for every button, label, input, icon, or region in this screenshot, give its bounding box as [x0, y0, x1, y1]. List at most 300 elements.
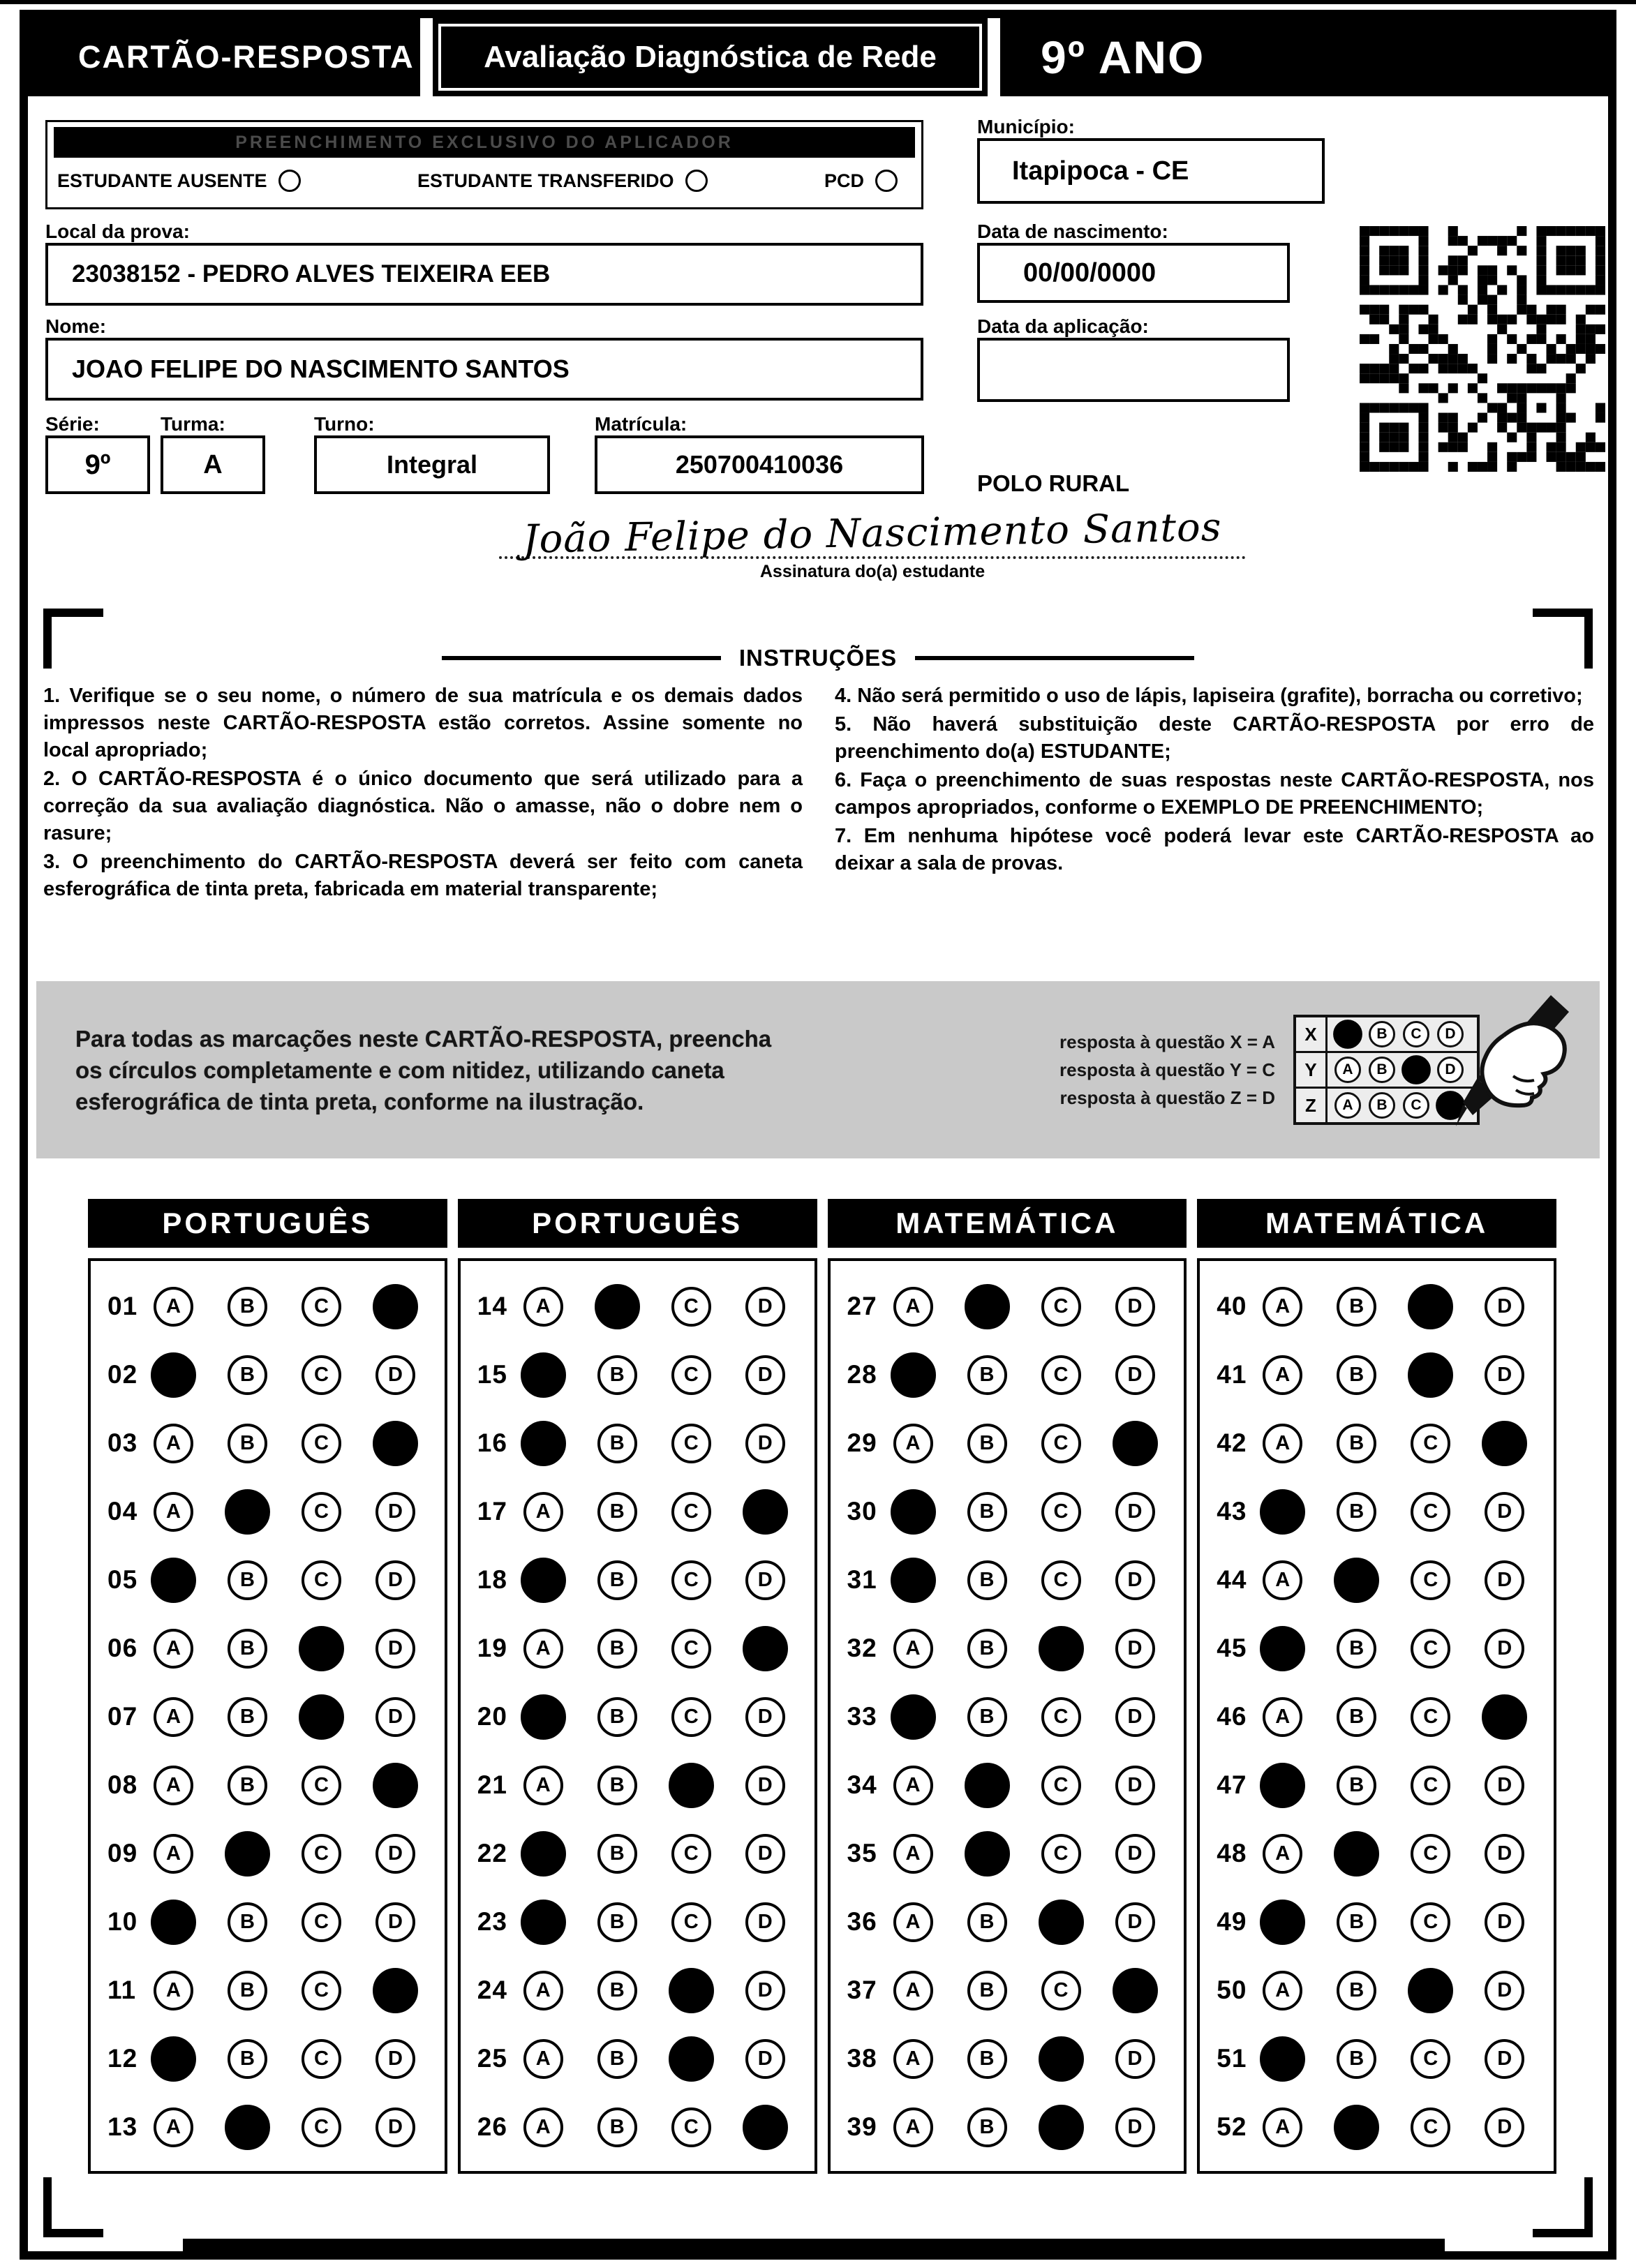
answer-bubble-d[interactable]: D	[1485, 1629, 1524, 1669]
answer-bubble-b[interactable]: B	[228, 1355, 267, 1395]
answer-bubble-c[interactable]: C	[1411, 1629, 1450, 1669]
answer-bubble-c[interactable]: C	[1411, 1492, 1450, 1532]
question-row	[1200, 1341, 1554, 1409]
answer-bubble-a[interactable]: A	[1263, 1834, 1302, 1874]
answer-bubble-c[interactable]: C	[671, 1902, 711, 1942]
answer-bubble-a[interactable]: A	[523, 1766, 563, 1805]
answer-bubble-d[interactable]: D	[375, 1697, 415, 1737]
answer-bubble-d[interactable]: D	[745, 1355, 785, 1395]
answer-bubble-a[interactable]	[891, 1489, 936, 1535]
answer-bubble-d[interactable]	[373, 1763, 418, 1808]
marking-instruction-text: Para todas as marcações neste CARTÃO-RESPOSTA, preencha os círculos completamente e com nitidez, utilizando caneta esferográfica de tinta preta, conforme na ilustração.	[75, 1025, 772, 1114]
answer-bubble-c[interactable]: C	[302, 1834, 341, 1874]
question-number: 18	[477, 1565, 507, 1594]
option-label: ESTUDANTE AUSENTE	[57, 170, 267, 191]
answer-bubble-b[interactable]: B	[1337, 1424, 1376, 1463]
question-row	[91, 1819, 445, 1888]
answer-bubble-b[interactable]: B	[1337, 1697, 1376, 1737]
serie-label: Série:	[45, 413, 100, 435]
turno-value-box: Integral	[314, 435, 550, 494]
question-row	[461, 1272, 815, 1341]
answer-bubble-d[interactable]: D	[745, 1971, 785, 2010]
answer-bubble-c[interactable]: C	[1411, 2039, 1450, 2079]
answer-bubble-d[interactable]: D	[1115, 2039, 1155, 2079]
answer-bubble-c[interactable]: C	[1041, 1560, 1081, 1600]
instructions-column-right	[835, 682, 1594, 904]
answer-bubble-d[interactable]: D	[1485, 1834, 1524, 1874]
question-number: 37	[847, 1976, 877, 2004]
answer-bubble-c[interactable]: C	[671, 1560, 711, 1600]
answer-bubble-a[interactable]: A	[154, 1287, 193, 1327]
answer-bubble-c[interactable]: C	[1411, 1902, 1450, 1942]
question-row	[91, 2024, 445, 2093]
answer-bubble-b[interactable]	[965, 1284, 1010, 1329]
question-row	[91, 1888, 445, 1956]
answer-bubble-a[interactable]	[151, 1558, 196, 1603]
answer-bubble-c[interactable]: C	[302, 1766, 341, 1805]
answer-bubble-a[interactable]: A	[154, 1834, 193, 1874]
question-number: 45	[1217, 1634, 1247, 1662]
answer-bubble-d[interactable]: D	[375, 1629, 415, 1669]
answer-bubble-a[interactable]: A	[523, 1492, 563, 1532]
question-row	[91, 1341, 445, 1409]
answer-bubble-d[interactable]: D	[375, 1560, 415, 1600]
answer-bubble-c[interactable]: C	[671, 1834, 711, 1874]
answer-bubble-b[interactable]: B	[228, 1902, 267, 1942]
answer-bubble-b[interactable]: B	[1337, 1629, 1376, 1669]
signature-block	[419, 505, 1326, 582]
answer-bubble-a[interactable]	[521, 1831, 566, 1877]
answer-bubble-b[interactable]: B	[967, 2107, 1007, 2147]
answer-bubble-c[interactable]: C	[671, 1492, 711, 1532]
answer-bubble-b[interactable]	[595, 1284, 640, 1329]
answer-bubble-a[interactable]: A	[523, 2107, 563, 2147]
answer-bubble-d[interactable]	[743, 1626, 788, 1671]
answer-bubble-c[interactable]: C	[671, 1697, 711, 1737]
answer-bubble-d[interactable]: D	[1485, 2039, 1524, 2079]
answer-bubble-d[interactable]: D	[1115, 1629, 1155, 1669]
answer-bubble-b[interactable]: B	[967, 1560, 1007, 1600]
question-number: 06	[107, 1634, 138, 1662]
answer-bubble-a[interactable]: A	[1263, 1697, 1302, 1737]
rule-left	[442, 656, 721, 660]
question-number: 39	[847, 2112, 877, 2141]
question-row	[461, 1683, 815, 1751]
answer-bubble-d[interactable]: D	[1485, 1971, 1524, 2010]
answer-column	[828, 1199, 1187, 2174]
question-number: 24	[477, 1976, 507, 2004]
answer-bubble-b[interactable]: B	[597, 1560, 637, 1600]
answer-bubble-a[interactable]: A	[154, 2107, 193, 2147]
example-bubble-c	[1401, 1055, 1431, 1084]
answer-bubble-b[interactable]: B	[1337, 1492, 1376, 1532]
answer-bubble-a[interactable]: A	[1263, 1560, 1302, 1600]
answer-bubble-b[interactable]	[965, 1831, 1010, 1877]
header-gap	[420, 18, 433, 96]
question-number: 36	[847, 1907, 877, 1936]
answer-bubble-c[interactable]: C	[671, 1355, 711, 1395]
question-number: 09	[107, 1839, 138, 1867]
answer-bubble-c[interactable]	[669, 1763, 714, 1808]
question-row	[461, 1751, 815, 1819]
answer-bubble-b[interactable]: B	[597, 1424, 637, 1463]
answer-bubble-a[interactable]: A	[523, 2039, 563, 2079]
answer-bubble-b[interactable]: B	[967, 1902, 1007, 1942]
answer-bubble-a[interactable]	[521, 1421, 566, 1466]
question-row	[91, 1546, 445, 1614]
question-number: 19	[477, 1634, 507, 1662]
answer-bubble-d[interactable]: D	[1115, 1287, 1155, 1327]
answer-bubble-b[interactable]: B	[228, 1971, 267, 2010]
answer-bubble-b[interactable]: B	[228, 2039, 267, 2079]
answer-bubble-b[interactable]: B	[1337, 2039, 1376, 2079]
aplicador-option	[417, 170, 708, 192]
answer-bubble-a[interactable]	[521, 1352, 566, 1398]
answer-bubble-a[interactable]	[891, 1694, 936, 1740]
answer-bubble-c[interactable]: C	[302, 1355, 341, 1395]
answer-bubble-d[interactable]: D	[375, 2107, 415, 2147]
answer-bubble-c[interactable]: C	[671, 1629, 711, 1669]
answer-bubble-b[interactable]: B	[597, 2039, 637, 2079]
answer-bubble-b[interactable]: B	[597, 1766, 637, 1805]
answer-bubble-b[interactable]	[1334, 1831, 1379, 1877]
answer-bubble-d[interactable]: D	[745, 1766, 785, 1805]
answer-bubble-a[interactable]	[521, 1900, 566, 1945]
example-bubble-b: B	[1369, 1092, 1395, 1119]
answer-bubble-b[interactable]	[965, 1763, 1010, 1808]
answer-bubble-a[interactable]: A	[154, 1492, 193, 1532]
answer-bubble-c[interactable]: C	[1411, 1560, 1450, 1600]
answer-bubble-b[interactable]: B	[597, 1834, 637, 1874]
answer-bubble-b[interactable]: B	[597, 1971, 637, 2010]
question-number: 49	[1217, 1907, 1247, 1936]
question-number: 13	[107, 2112, 138, 2141]
instruction-item: 3. O preenchimento do CARTÃO-RESPOSTA deverá ser feito com caneta esferográfica de tinta preta, fabricada em material transparente;	[43, 851, 803, 900]
answer-bubble-a[interactable]: A	[1263, 1287, 1302, 1327]
answer-bubble-c[interactable]: C	[671, 1424, 711, 1463]
answer-bubble-c[interactable]	[1408, 1968, 1453, 2013]
option-label: ESTUDANTE TRANSFERIDO	[417, 170, 674, 191]
answer-bubble-d[interactable]: D	[375, 1902, 415, 1942]
answer-bubble-d[interactable]: D	[1485, 1492, 1524, 1532]
answer-bubble-a[interactable]	[1260, 1763, 1305, 1808]
example-question-label: X	[1296, 1017, 1328, 1051]
answer-bubble-b[interactable]	[1334, 1558, 1379, 1603]
answer-bubble-a[interactable]: A	[893, 1902, 933, 1942]
answer-bubble-c[interactable]: C	[302, 1560, 341, 1600]
question-number: 04	[107, 1497, 138, 1525]
aplicador-option	[824, 170, 898, 192]
question-number: 27	[847, 1292, 877, 1320]
answer-bubble-d[interactable]: D	[745, 1424, 785, 1463]
answer-bubble-c[interactable]: C	[1041, 1492, 1081, 1532]
answer-bubble-c[interactable]: C	[302, 1902, 341, 1942]
answer-bubble-b[interactable]: B	[1337, 1902, 1376, 1942]
instructions-header	[28, 645, 1608, 671]
header	[28, 18, 1608, 96]
question-row	[91, 1272, 445, 1341]
answer-bubble-d[interactable]: D	[1115, 1560, 1155, 1600]
answer-bubble-d[interactable]: D	[375, 1355, 415, 1395]
answer-bubble-d[interactable]: D	[1485, 1560, 1524, 1600]
example-bubble-a	[1333, 1020, 1362, 1049]
answer-bubble-a[interactable]	[1260, 2036, 1305, 2082]
answer-bubble-a[interactable]	[521, 1694, 566, 1740]
answer-bubble-c[interactable]	[1039, 2036, 1084, 2082]
answer-bubble-c[interactable]	[1039, 1626, 1084, 1671]
question-number: 01	[107, 1292, 138, 1320]
answer-bubble-a[interactable]: A	[154, 1766, 193, 1805]
question-row	[1200, 1546, 1554, 1614]
option-bubble[interactable]	[278, 170, 301, 192]
example-bubble-c: C	[1403, 1092, 1429, 1119]
question-number: 51	[1217, 2044, 1247, 2073]
timing-bar-bottom	[183, 2239, 1445, 2260]
answer-bubble-c[interactable]: C	[671, 1287, 711, 1327]
answer-bubble-a[interactable]	[891, 1558, 936, 1603]
question-number: 50	[1217, 1976, 1247, 2004]
aplicador-option	[57, 170, 301, 192]
answer-bubble-c[interactable]: C	[1041, 1971, 1081, 2010]
answer-bubble-c[interactable]: C	[1411, 1424, 1450, 1463]
answer-bubble-c[interactable]	[299, 1694, 344, 1740]
answer-bubble-d[interactable]: D	[1115, 1355, 1155, 1395]
answer-bubble-d[interactable]	[743, 1489, 788, 1535]
question-row	[831, 1956, 1184, 2024]
answer-bubble-a[interactable]: A	[523, 1971, 563, 2010]
answer-bubble-d[interactable]: D	[1485, 1355, 1524, 1395]
answer-bubble-c[interactable]: C	[302, 1492, 341, 1532]
answer-bubble-a[interactable]	[151, 1352, 196, 1398]
answer-bubble-a[interactable]: A	[1263, 1355, 1302, 1395]
answer-bubble-c[interactable]: C	[1411, 1697, 1450, 1737]
answer-bubble-d[interactable]: D	[1485, 2107, 1524, 2147]
answer-bubble-d[interactable]	[373, 1421, 418, 1466]
answer-bubble-b[interactable]: B	[597, 1629, 637, 1669]
question-number: 15	[477, 1360, 507, 1389]
answer-bubble-c[interactable]: C	[302, 2107, 341, 2147]
answer-bubble-a[interactable]: A	[523, 1287, 563, 1327]
answer-bubble-d[interactable]	[743, 2105, 788, 2150]
answer-bubble-c[interactable]: C	[1041, 1766, 1081, 1805]
answer-bubble-a[interactable]: A	[893, 2107, 933, 2147]
answer-bubble-b[interactable]: B	[597, 1492, 637, 1532]
answer-bubble-d[interactable]	[1113, 1421, 1158, 1466]
question-row	[1200, 2024, 1554, 2093]
answer-column-header: MATEMÁTICA	[828, 1199, 1187, 1248]
question-number: 03	[107, 1428, 138, 1457]
answer-bubble-a[interactable]: A	[1263, 2107, 1302, 2147]
answer-bubble-d[interactable]: D	[375, 1492, 415, 1532]
answer-bubble-d[interactable]: D	[745, 1902, 785, 1942]
answer-bubble-b[interactable]: B	[228, 1560, 267, 1600]
answer-bubble-c[interactable]: C	[302, 1971, 341, 2010]
answer-bubble-c[interactable]	[669, 1968, 714, 2013]
answer-bubble-b[interactable]: B	[1337, 1355, 1376, 1395]
answer-bubble-c[interactable]: C	[1041, 1287, 1081, 1327]
answer-bubble-a[interactable]	[1260, 1626, 1305, 1671]
answer-column-header: PORTUGUÊS	[458, 1199, 817, 1248]
instructions-title: INSTRUÇÕES	[738, 645, 898, 671]
answer-bubble-a[interactable]: A	[1263, 1971, 1302, 2010]
answer-bubble-c[interactable]	[1039, 1900, 1084, 1945]
signature-line	[499, 505, 1245, 562]
answer-bubble-d[interactable]: D	[745, 1560, 785, 1600]
answer-bubble-d[interactable]	[1113, 1968, 1158, 2013]
answer-bubble-a[interactable]: A	[893, 2039, 933, 2079]
answer-bubble-c[interactable]: C	[302, 2039, 341, 2079]
question-row	[831, 1888, 1184, 1956]
aplicador-options-row	[47, 158, 921, 204]
question-row	[831, 1819, 1184, 1888]
answer-bubble-c[interactable]: C	[302, 1287, 341, 1327]
example-bubble-a: A	[1334, 1057, 1361, 1083]
answer-bubble-c[interactable]: C	[1041, 1424, 1081, 1463]
answer-bubble-b[interactable]: B	[228, 1424, 267, 1463]
answer-bubble-c[interactable]	[299, 1626, 344, 1671]
answer-bubble-a[interactable]: A	[154, 1971, 193, 2010]
answer-bubble-b[interactable]: B	[228, 1287, 267, 1327]
answer-bubble-a[interactable]: A	[893, 1971, 933, 2010]
answer-bubble-a[interactable]: A	[154, 1424, 193, 1463]
answer-bubble-b[interactable]: B	[597, 1902, 637, 1942]
answer-bubble-b[interactable]	[1334, 2105, 1379, 2150]
question-row	[461, 2093, 815, 2161]
answer-bubble-b[interactable]: B	[1337, 1971, 1376, 2010]
answer-bubble-b[interactable]: B	[1337, 1766, 1376, 1805]
answer-sections	[88, 1199, 1556, 2174]
answer-bubble-d[interactable]	[1482, 1421, 1527, 1466]
answer-bubble-b[interactable]: B	[967, 1971, 1007, 2010]
answer-bubble-a[interactable]	[891, 1352, 936, 1398]
answer-bubble-d[interactable]: D	[1115, 1902, 1155, 1942]
answer-bubble-a[interactable]	[151, 2036, 196, 2082]
answer-bubble-b[interactable]: B	[228, 1766, 267, 1805]
answer-bubble-d[interactable]: D	[1485, 1287, 1524, 1327]
option-label: PCD	[824, 170, 864, 191]
answer-bubble-b[interactable]: B	[597, 1697, 637, 1737]
question-number: 07	[107, 1702, 138, 1731]
answer-bubble-b[interactable]: B	[967, 1355, 1007, 1395]
answer-bubble-d[interactable]: D	[1485, 1766, 1524, 1805]
turma-label: Turma:	[161, 413, 225, 435]
answer-bubble-d[interactable]: D	[745, 1287, 785, 1327]
answer-bubble-a[interactable]	[1260, 1900, 1305, 1945]
answer-bubble-d[interactable]: D	[1115, 2107, 1155, 2147]
answer-bubble-c[interactable]: C	[671, 2107, 711, 2147]
grade-label-text: 9º ANO	[1041, 31, 1205, 83]
answer-bubble-b[interactable]: B	[967, 1697, 1007, 1737]
answer-bubble-d[interactable]: D	[1115, 1834, 1155, 1874]
answer-bubble-b[interactable]	[225, 1831, 270, 1877]
answer-bubble-a[interactable]: A	[893, 1834, 933, 1874]
answer-bubble-c[interactable]: C	[1411, 1766, 1450, 1805]
answer-bubble-d[interactable]: D	[745, 1697, 785, 1737]
answer-bubble-b[interactable]: B	[967, 2039, 1007, 2079]
answer-bubble-d[interactable]: D	[1115, 1492, 1155, 1532]
question-row	[1200, 1409, 1554, 1477]
answer-bubble-a[interactable]: A	[1263, 1424, 1302, 1463]
municipio-value-box: Itapipoca - CE	[977, 138, 1325, 204]
question-number: 32	[847, 1634, 877, 1662]
option-bubble[interactable]	[685, 170, 708, 192]
answer-bubble-b[interactable]: B	[967, 1424, 1007, 1463]
answer-bubble-d[interactable]: D	[375, 2039, 415, 2079]
question-row	[1200, 1888, 1554, 1956]
answer-bubble-a[interactable]: A	[154, 1629, 193, 1669]
answer-bubble-d[interactable]: D	[745, 1834, 785, 1874]
municipio-label: Município:	[977, 116, 1075, 137]
answer-bubble-c[interactable]	[1408, 1352, 1453, 1398]
answer-bubble-d[interactable]: D	[1485, 1902, 1524, 1942]
answer-bubble-b[interactable]: B	[228, 1697, 267, 1737]
answer-bubble-a[interactable]: A	[893, 1287, 933, 1327]
example-question-label: Y	[1296, 1053, 1328, 1087]
question-number: 21	[477, 1770, 507, 1799]
answer-bubble-d[interactable]	[373, 1968, 418, 2013]
answer-bubble-a[interactable]	[151, 1900, 196, 1945]
answer-bubble-d[interactable]	[1482, 1694, 1527, 1740]
marking-example-band	[36, 981, 1600, 1158]
nome-label: Nome:	[45, 315, 107, 337]
answer-bubble-b[interactable]: B	[967, 1492, 1007, 1532]
answer-bubble-b[interactable]: B	[1337, 1287, 1376, 1327]
answer-column	[1197, 1199, 1556, 2174]
option-bubble[interactable]	[875, 170, 898, 192]
answer-bubble-a[interactable]: A	[893, 1424, 933, 1463]
answer-bubble-a[interactable]	[1260, 1489, 1305, 1535]
answer-bubble-a[interactable]: A	[893, 1766, 933, 1805]
question-number: 43	[1217, 1497, 1247, 1525]
answer-bubble-d[interactable]: D	[1115, 1697, 1155, 1737]
question-number: 42	[1217, 1428, 1247, 1457]
answer-bubble-b[interactable]: B	[597, 1355, 637, 1395]
question-row	[461, 1956, 815, 2024]
question-number: 40	[1217, 1292, 1247, 1320]
answer-bubble-b[interactable]: B	[967, 1629, 1007, 1669]
answer-bubble-b[interactable]: B	[228, 1629, 267, 1669]
answer-bubble-b[interactable]	[225, 2105, 270, 2150]
answer-bubble-c[interactable]: C	[1041, 1355, 1081, 1395]
answer-bubble-d[interactable]: D	[745, 2039, 785, 2079]
answer-bubble-c[interactable]: C	[1041, 1697, 1081, 1737]
answer-bubble-a[interactable]	[521, 1558, 566, 1603]
answer-bubble-c[interactable]	[1408, 1284, 1453, 1329]
question-row	[461, 1888, 815, 1956]
question-number: 11	[107, 1976, 137, 2004]
answer-bubble-d[interactable]: D	[375, 1834, 415, 1874]
answer-bubble-d[interactable]	[373, 1284, 418, 1329]
answer-bubble-c[interactable]: C	[302, 1424, 341, 1463]
answer-bubble-c[interactable]: C	[1411, 2107, 1450, 2147]
answer-bubble-a[interactable]: A	[154, 1697, 193, 1737]
answer-bubble-b[interactable]: B	[597, 2107, 637, 2147]
answer-bubble-c[interactable]: C	[1041, 1834, 1081, 1874]
answer-grid	[828, 1258, 1187, 2174]
example-bubble-a: A	[1334, 1092, 1361, 1119]
question-row	[1200, 1614, 1554, 1683]
answer-bubble-c[interactable]	[669, 2036, 714, 2082]
example-bubble-c: C	[1403, 1021, 1429, 1047]
answer-bubble-c[interactable]	[1039, 2105, 1084, 2150]
answer-bubble-a[interactable]: A	[893, 1629, 933, 1669]
hand-pen-illustration	[1446, 992, 1586, 1135]
aplicador-section	[45, 120, 923, 209]
answer-bubble-d[interactable]: D	[1115, 1766, 1155, 1805]
answer-bubble-b[interactable]	[225, 1489, 270, 1535]
answer-bubble-c[interactable]: C	[1411, 1834, 1450, 1874]
answer-bubble-a[interactable]: A	[523, 1629, 563, 1669]
